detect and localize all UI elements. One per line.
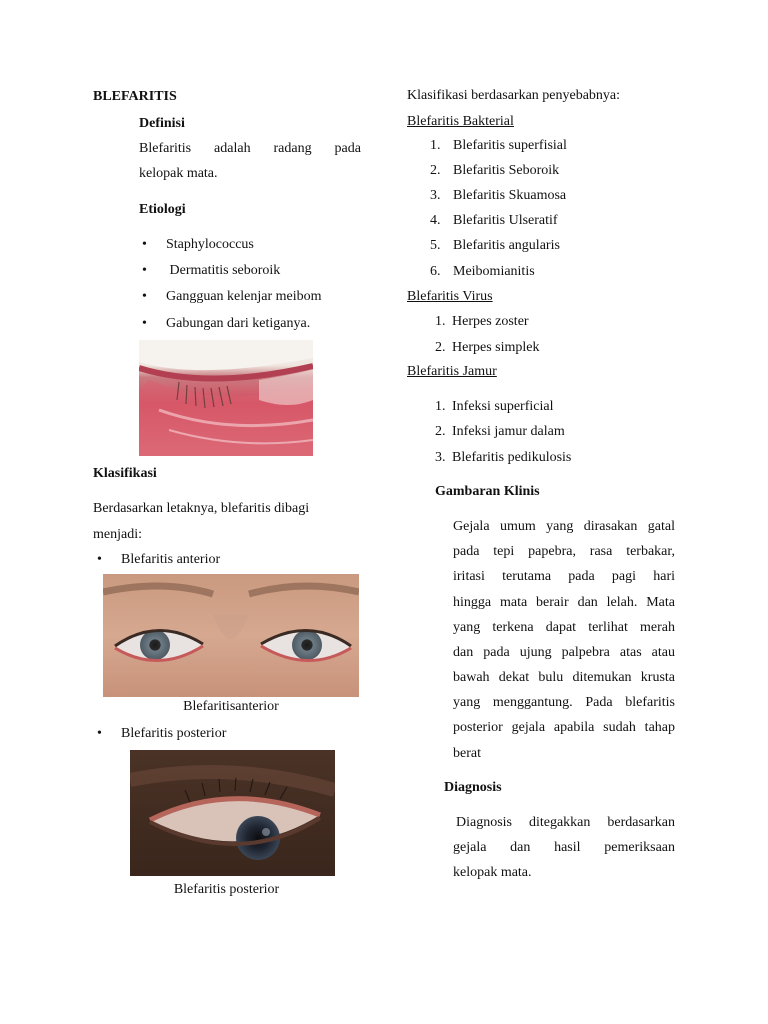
jamur-item: Infeksi superficial [452,399,554,414]
paragraph-line: berat [453,746,481,761]
definisi-word: radang [273,141,312,156]
jamur-item: Blefaritis pedikulosis [452,450,572,465]
diagnosis-heading: Diagnosis [444,780,502,795]
paragraph-line: bawah dekat bulu ditemukan krusta [453,670,675,685]
definisi-word: Blefaritis [139,141,192,156]
klasifikasi-heading: Klasifikasi [93,466,157,481]
bullet-icon: • [142,237,147,252]
bakterial-item: Blefaritis angularis [453,238,560,253]
list-number: 5. [430,238,441,253]
etiologi-item: Gangguan kelenjar meibom [166,289,322,304]
etiologi-heading: Etiologi [139,202,186,217]
etiologi-item: Dermatitis seboroik [166,263,281,278]
paragraph-line: Gejala umum yang dirasakan gatal [453,519,675,534]
anterior-blepharitis-photo [103,574,359,697]
paragraph-line: pada tepi papebra, rasa terbakar, [453,544,675,559]
paragraph-line: hingga mata berair dan lelah. Mata [453,595,675,610]
paragraph-line: yang menggantung. Pada blefaritis [453,695,675,710]
list-number: 2. [435,424,446,439]
paragraph-line: yang terkena dapat terlihat merah [453,620,675,635]
list-number: 1. [435,314,446,329]
paragraph-line: Diagnosis ditegakkan berdasarkan [456,815,675,830]
bullet-icon: • [142,263,147,278]
eyelid-inflammation-photo [139,340,313,456]
list-number: 2. [430,163,441,178]
etiologi-item: Staphylococcus [166,237,254,252]
klasifikasi-item-posterior: Blefaritis posterior [121,726,227,741]
jamur-item: Infeksi jamur dalam [452,424,565,439]
posterior-blepharitis-photo [130,750,335,876]
bullet-icon: • [142,316,147,331]
definisi-heading: Definisi [139,116,185,131]
list-number: 2. [435,340,446,355]
list-number: 1. [430,138,441,153]
paragraph-line: kelopak mata. [453,865,532,880]
paragraph-line: posterior gejala apabila sudah tahap [453,720,675,735]
definisi-line-2: kelopak mata. [139,166,218,181]
list-number: 6. [430,264,441,279]
bakterial-item: Blefaritis Seboroik [453,163,560,178]
paragraph-line: gejala dan hasil pemeriksaan [453,840,675,855]
bakterial-item: Blefaritis Ulseratif [453,213,558,228]
gambaran-klinis-heading: Gambaran Klinis [435,484,540,499]
klasifikasi-intro-line-1: Berdasarkan letaknya, blefaritis dibagi [93,501,310,516]
virus-heading: Blefaritis Virus [407,289,493,304]
page-title: BLEFARITIS [93,89,177,104]
virus-item: Herpes zoster [452,314,529,329]
bakterial-item: Meibomianitis [453,264,535,279]
etiologi-item: Gabungan dari ketiganya. [166,316,311,331]
list-number: 3. [435,450,446,465]
definisi-word: pada [334,141,361,156]
list-number: 1. [435,399,446,414]
definisi-word: adalah [214,141,251,156]
bullet-icon: • [97,726,102,741]
jamur-heading: Blefaritis Jamur [407,364,497,379]
bakterial-item: Blefaritis Skuamosa [453,188,567,203]
paragraph-line: iritasi terutama pada pagi hari [453,569,675,584]
klasifikasi-penyebab-intro: Klasifikasi berdasarkan penyebabnya: [407,88,621,103]
list-number: 3. [430,188,441,203]
klasifikasi-intro-line-2: menjadi: [93,527,142,542]
definisi-line-1 [139,141,361,157]
bakterial-item: Blefaritis superfisial [453,138,567,153]
bullet-icon: • [142,289,147,304]
list-number: 4. [430,213,441,228]
bullet-icon: • [97,552,102,567]
bakterial-heading: Blefaritis Bakterial [407,114,514,129]
klasifikasi-item-anterior: Blefaritis anterior [121,552,221,567]
caption-anterior: Blefaritisanterior [183,699,279,714]
caption-posterior: Blefaritis posterior [173,882,280,897]
virus-item: Herpes simplek [452,340,540,355]
paragraph-line: dan pada ujung palpebra atas atau [453,645,675,660]
